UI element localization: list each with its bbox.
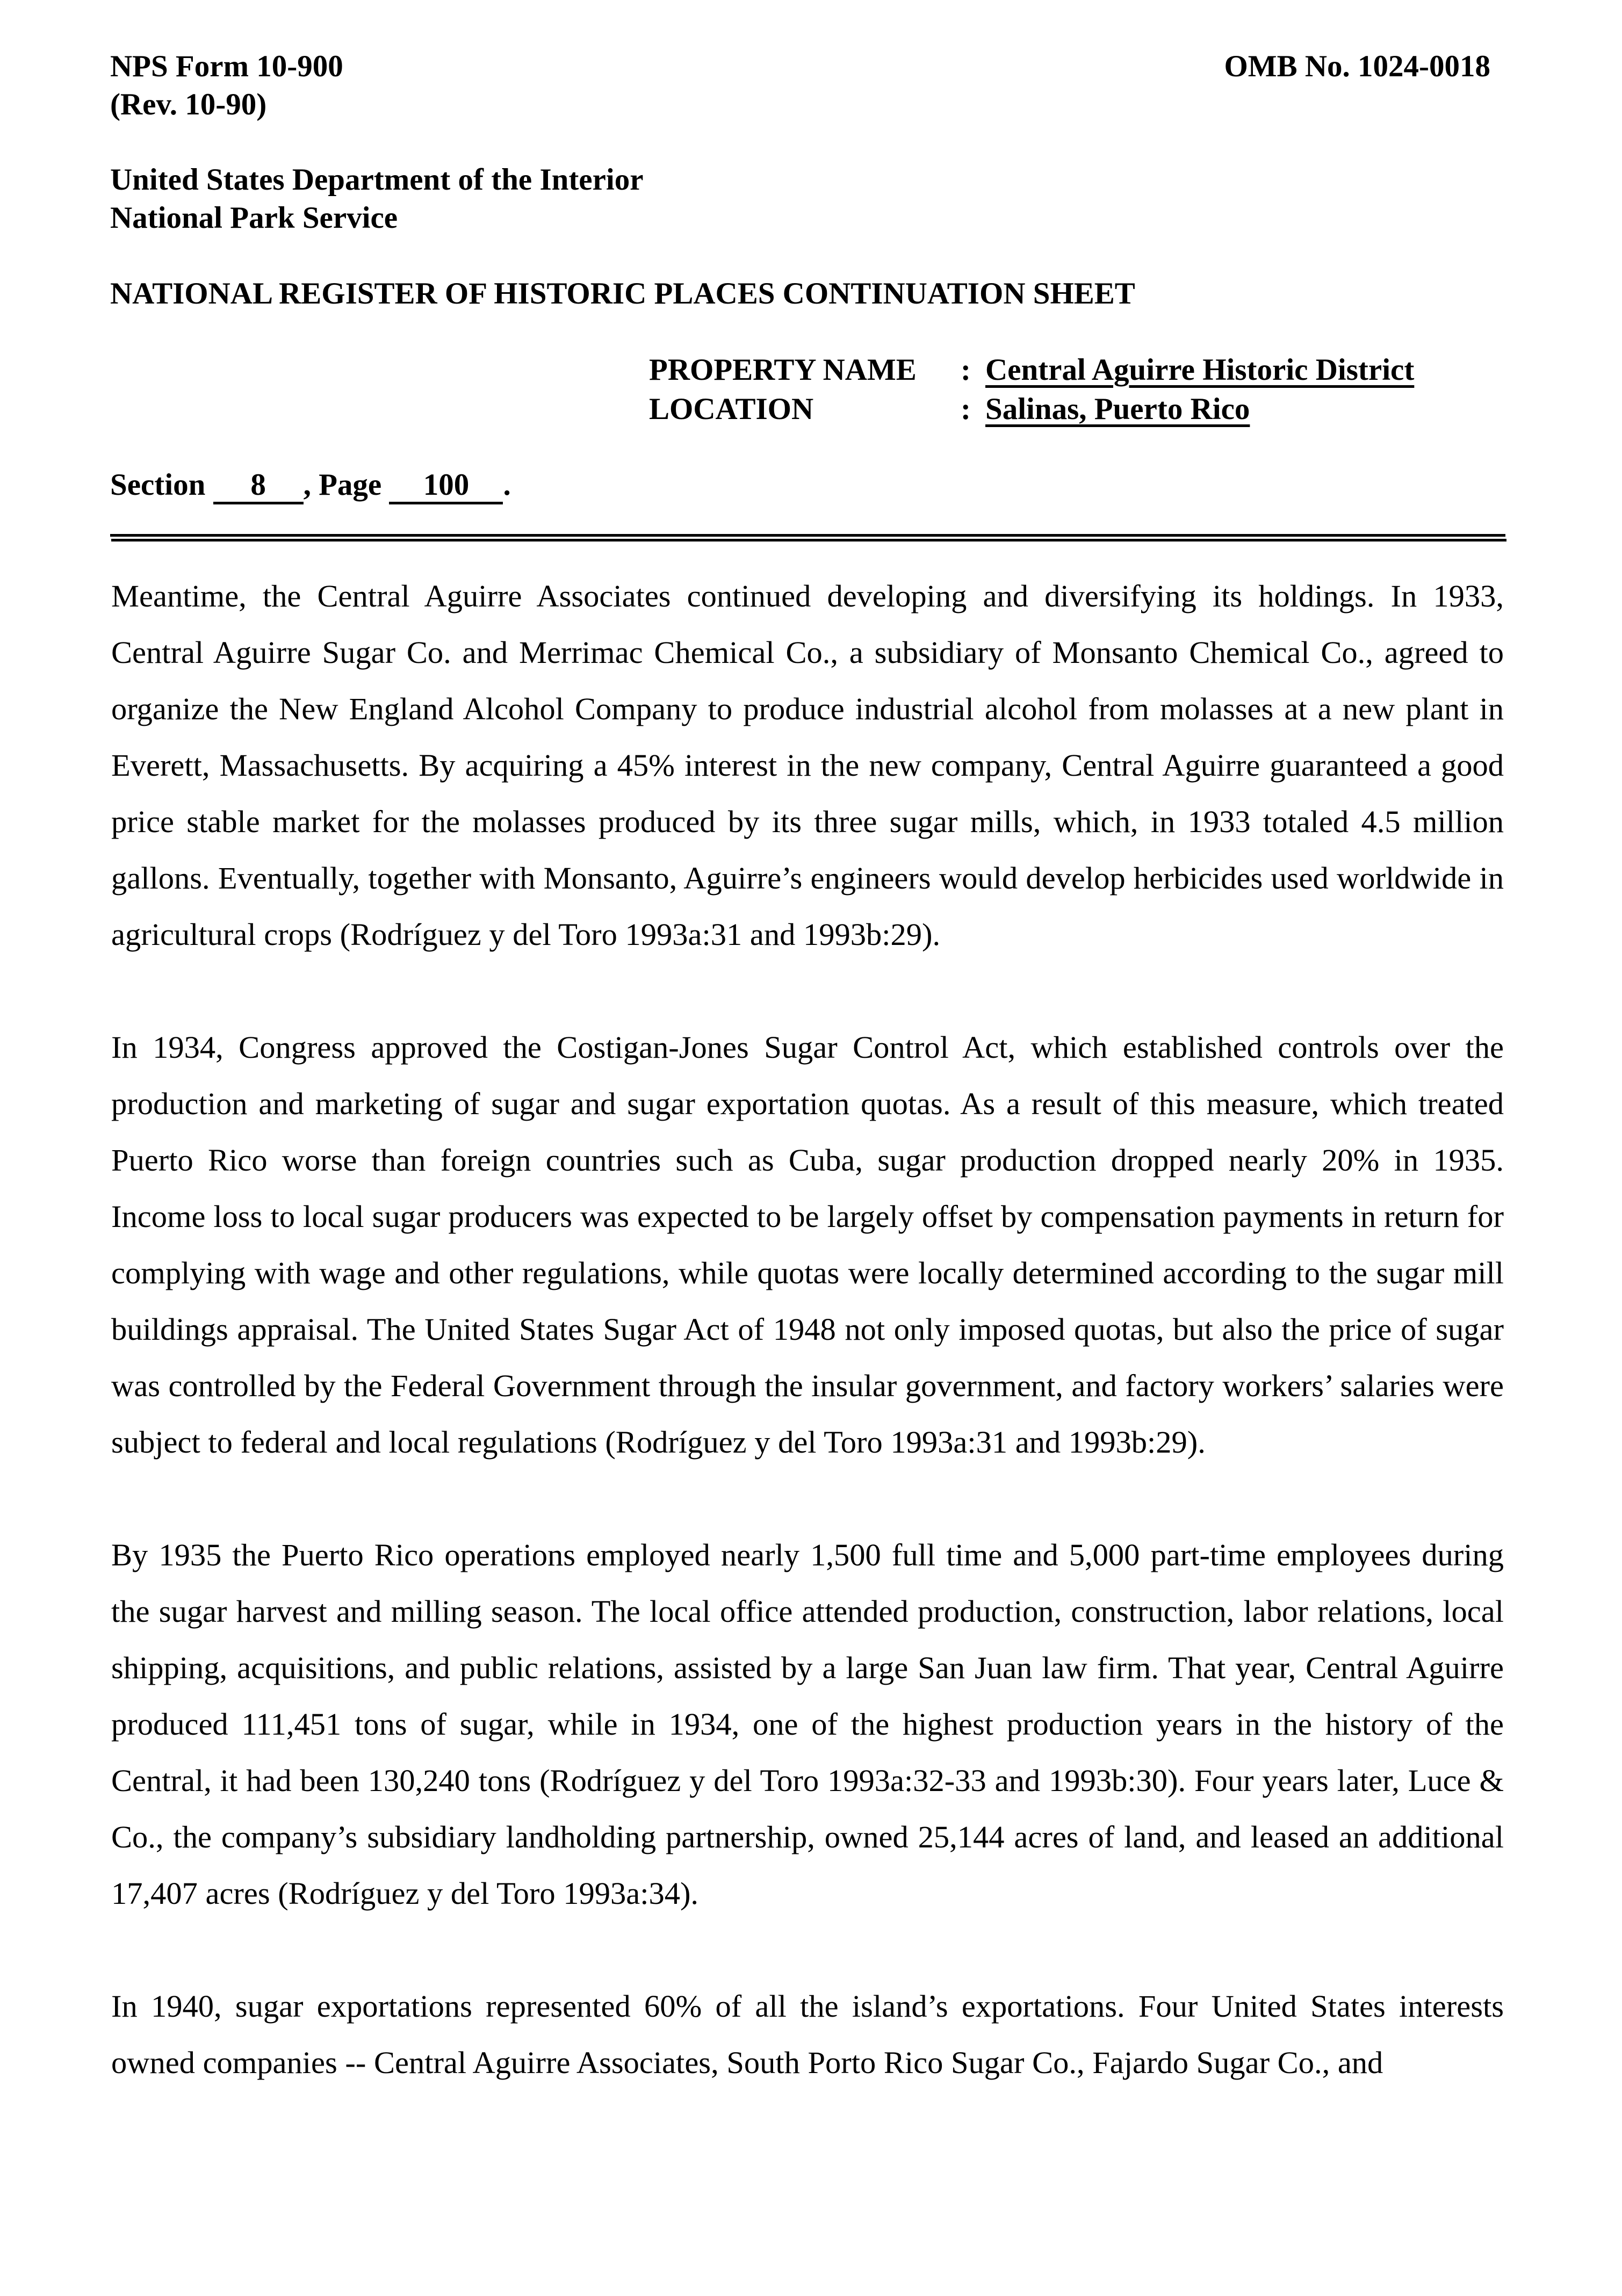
body-text — [111, 568, 1504, 2147]
section-page-line — [110, 466, 511, 504]
page-terminator: . — [503, 468, 511, 502]
paragraph: Meantime, the Central Aguirre Associates continued developing and diversifying its holdings. In 1933, Central Aguirre Sugar Co. and Merrimac Chemical Co., a subsidiary of Monsanto Chemical Co., agreed to organize the New England Alcohol Company to produce industrial alcohol from molasses at a new plant in Everett, Massachusetts. By acquiring a 45% interest in the new company, Central Aguirre guaranteed a good price stable market for the molasses produced by its three sugar mills, which, in 1933 totaled 4.5 million gallons. Eventually, together with Monsanto, Aguirre’s engineers would develop herbicides used worldwide in agricultural crops (Rodríguez y del Toro 1993a:31 and 1993b:29). — [111, 579, 1504, 952]
page-number: 100 — [389, 470, 503, 504]
property-name-label: PROPERTY NAME — [649, 353, 917, 387]
divider-rule-bottom — [111, 539, 1506, 541]
agency-name: National Park Service — [110, 201, 398, 235]
form-number: NPS Form 10-900 — [110, 49, 343, 83]
paragraph: In 1934, Congress approved the Costigan-Jones Sugar Control Act, which established controls over the production and marketing of sugar and sugar exportation quotas. As a result of this measure, which treated Puerto Rico worse than foreign countries such as Cuba, sugar production dropped nearly 20% in 1935. Income loss to local sugar producers was expected to be largely offset by compensation payments in return for complying with wage and other regulations, while quotas were locally determined according to the sugar mill buildings appraisal. The United States Sugar Act of 1948 not only imposed quotas, but also the price of sugar was controlled by the Federal Government through the insular government, and factory workers’ salaries were subject to federal and local regulations (Rodríguez y del Toro 1993a:31 and 1993b:29). — [111, 1030, 1504, 1460]
omb-number: OMB No. 1024-0018 — [1224, 49, 1490, 83]
property-name-row — [649, 351, 1414, 390]
section-label: Section — [110, 468, 206, 502]
page-label: Page — [319, 468, 382, 502]
property-info — [649, 351, 1414, 429]
divider-rule-top — [110, 534, 1505, 537]
department-name: United States Department of the Interior — [110, 163, 644, 197]
location-colon: : — [961, 392, 971, 426]
form-revision: (Rev. 10-90) — [110, 88, 267, 121]
location-label: LOCATION — [649, 392, 814, 426]
section-separator: , — [303, 468, 311, 502]
agency-block — [110, 161, 644, 237]
property-name-value: Central Aguirre Historic District — [985, 353, 1415, 387]
paragraph: By 1935 the Puerto Rico operations employed nearly 1,500 full time and 5,000 part-time employees during the sugar harvest and milling season. The local office attended production, construction, labor relations, local shipping, acquisitions, and public relations, assisted by a large San Juan law firm. That year, Central Aguirre produced 111,451 tons of sugar, while in 1934, one of the highest production years in the history of the Central, it had been 130,240 tons (Rodríguez y del Toro 1993a:32-33 and 1993b:30). Four years later, Luce & Co., the company’s subsidiary landholding partnership, owned 25,144 acres of land, and leased an additional 17,407 acres (Rodríguez y del Toro 1993a:34). — [111, 1537, 1504, 1911]
location-value: Salinas, Puerto Rico — [985, 392, 1250, 426]
sheet-title: NATIONAL REGISTER OF HISTORIC PLACES CONTINUATION SHEET — [110, 277, 1135, 311]
property-name-colon: : — [961, 353, 971, 387]
location-row — [649, 390, 1414, 429]
paragraph: In 1940, sugar exportations represented 60% of all the island’s exportations. Four United States interests owned companies -- Central Aguirre Associates, South Porto Rico Sugar Co., Fajardo Sugar Co., and — [111, 1989, 1504, 2080]
form-identifier — [110, 47, 343, 124]
section-number: 8 — [213, 470, 304, 504]
